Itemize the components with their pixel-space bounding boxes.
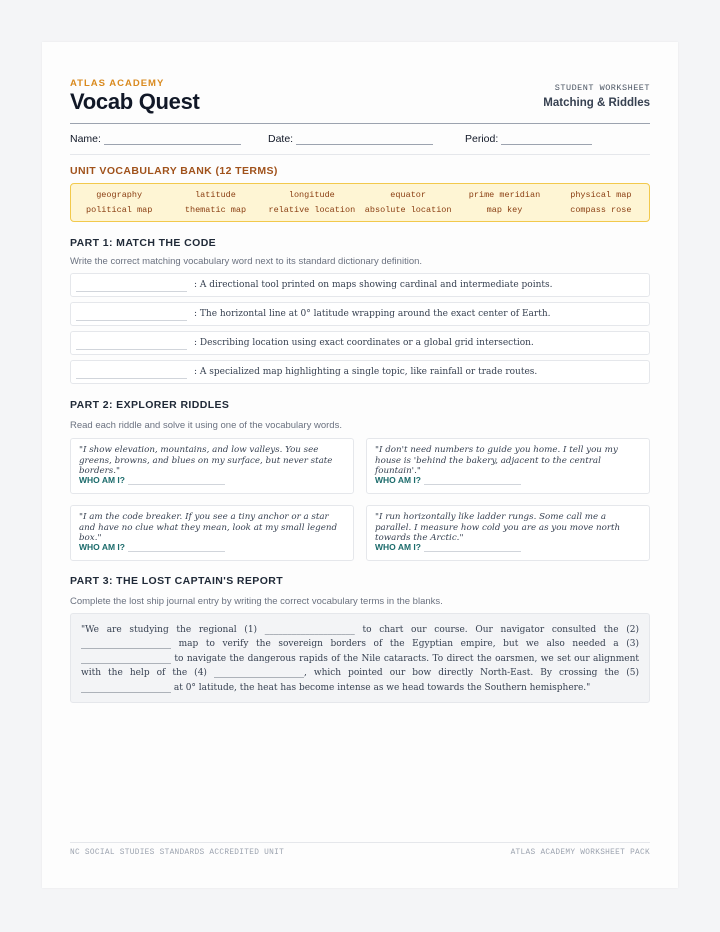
who-am-i-label: WHO AM I? [79,542,125,552]
part2-title: PART 2: EXPLORER RIDDLES [70,399,230,411]
period-line[interactable] [501,134,592,145]
vocab-term: political map [86,205,153,215]
riddle-text: "I show elevation, mountains, and low valleys. You see greens, browns, and blues on my surface, but never state borders." [79,445,333,476]
vocab-term: latitude [195,190,236,200]
date-line[interactable] [296,134,433,145]
who-am-i-label: WHO AM I? [79,475,125,485]
vocab-term: geography [96,190,143,200]
vocab-bank [70,183,650,222]
period-field[interactable] [465,133,592,145]
vocab-term: physical map [570,190,632,200]
period-label: Period: [465,133,499,145]
riddle-text: "I run horizontally like ladder rungs. Some call me a parallel. I measure how cold you are as you move north towards the Arctic." [375,512,621,543]
page-title: Vocab Quest [70,89,200,114]
riddle-answer[interactable] [79,542,345,552]
answer-line[interactable] [424,543,521,552]
vocab-term: map key [486,205,523,215]
definition-row [70,302,650,326]
definition-text: : Describing location using exact coordinates or a global grid intersection. [194,338,534,348]
page-footer [70,842,650,857]
vocab-term: relative location [268,205,356,215]
worksheet-header [70,78,650,124]
vocab-term: absolute location [364,205,452,215]
riddle-text: "I don't need numbers to guide you home. I tell you my house is 'behind the bakery, adjacent to the central fountain'." [375,445,618,476]
riddle-card [70,438,354,494]
definition-list [70,273,650,384]
part3-title: PART 3: THE LOST CAPTAIN'S REPORT [70,575,284,587]
worksheet-subtitle: Matching & Riddles [543,97,650,109]
worksheet-label: STUDENT WORKSHEET [554,83,650,93]
answer-blank[interactable] [76,366,187,379]
name-line[interactable] [104,134,241,145]
date-field[interactable] [268,133,433,145]
riddle-grid [70,438,650,561]
riddle-answer[interactable] [79,475,345,485]
definition-row [70,273,650,297]
riddle-text: "I am the code breaker. If you see a tiny anchor or a star and have no clue what they mean, look at my small legend box." [79,512,338,543]
riddle-card [70,505,354,561]
name-label: Name: [70,133,101,145]
vocab-term: prime meridian [468,190,541,200]
riddle-answer[interactable] [375,542,641,552]
vocab-term: equator [390,190,427,200]
who-am-i-label: WHO AM I? [375,542,421,552]
vocab-term: compass rose [570,205,632,215]
answer-blank[interactable] [76,337,187,350]
name-field[interactable] [70,133,241,145]
footer-left: NC SOCIAL STUDIES STANDARDS ACCREDITED UNIT [70,849,285,857]
date-label: Date: [268,133,294,145]
vocab-bank-title: UNIT VOCABULARY BANK (12 TERMS) [70,165,278,177]
worksheet-content [70,78,650,703]
riddle-answer[interactable] [375,475,641,485]
definition-text: : The horizontal line at 0° latitude wrapping around the exact center of Earth. [194,309,551,319]
riddle-card [366,438,650,494]
part3-instructions: Complete the lost ship journal entry by writing the correct vocabulary terms in the blanks. [70,596,443,607]
worksheet-page [42,42,678,888]
riddle-card [366,505,650,561]
definition-text: : A directional tool printed on maps showing cardinal and intermediate points. [194,280,553,290]
definition-row [70,331,650,355]
answer-blank[interactable] [76,279,187,292]
vocab-term: longitude [288,190,335,200]
definition-text: : A specialized map highlighting a single topic, like rainfall or trade routes. [194,367,538,377]
answer-line[interactable] [424,476,521,485]
vocab-term: thematic map [184,205,247,215]
brand-name: ATLAS ACADEMY [70,78,165,89]
captain-report[interactable]: "We are studying the regional (1) ____________________ to chart our course. Our navigator consulted the (2) ____________________ map to verify the sovereign borders of the Egyptian empire, but we also needed a (3) ____________________ to navigate the dangerous rapids of the Nile cataracts. To direct the oarsmen, we set our alignment with the help of the (4) ____________________, which pointed our bow directly North-East. By crossing the (5) ____________________ at 0° latitude, the heat has become intense as we head towards the Southern hemisphere." [70,613,650,703]
definition-row [70,360,650,384]
answer-line[interactable] [128,476,225,485]
part1-title: PART 1: MATCH THE CODE [70,237,217,249]
answer-blank[interactable] [76,308,187,321]
answer-line[interactable] [128,543,225,552]
footer-right: ATLAS ACADEMY WORKSHEET PACK [510,849,650,857]
student-info-row [70,124,650,155]
part1-instructions: Write the correct matching vocabulary word next to its standard dictionary definition. [70,256,423,267]
who-am-i-label: WHO AM I? [375,475,421,485]
part2-instructions: Read each riddle and solve it using one of the vocabulary words. [70,420,342,431]
